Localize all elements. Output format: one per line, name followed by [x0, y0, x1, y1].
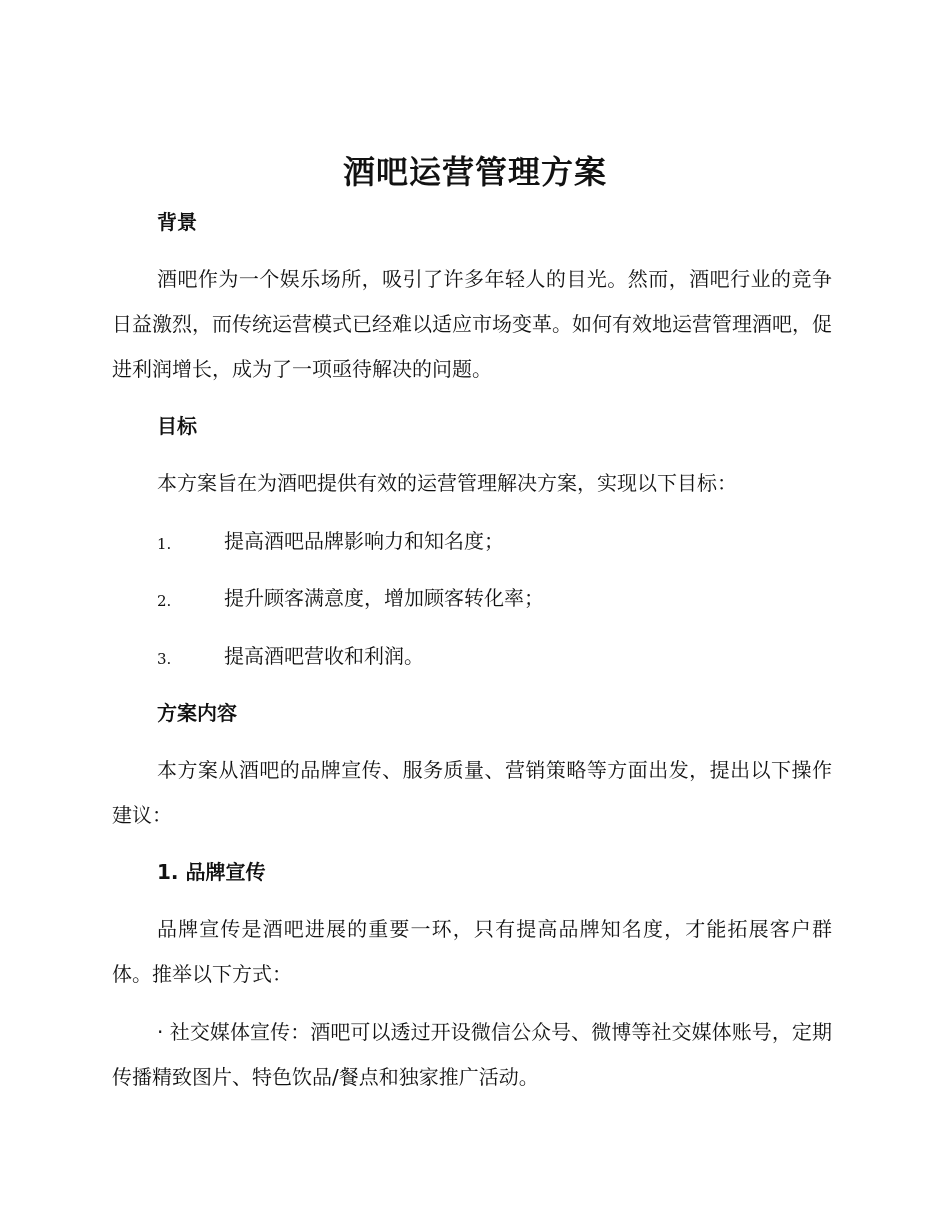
- goal-list-text: 提升顾客满意度，增加顾客转化率；: [224, 586, 544, 610]
- goal-list-text: 提高酒吧营收和利润。: [224, 644, 424, 668]
- goal-list-number: 2.: [157, 592, 172, 610]
- goals-intro-paragraph: 本方案旨在为酒吧提供有效的运营管理解决方案，实现以下目标：: [157, 471, 737, 495]
- goal-list-number: 3.: [157, 650, 172, 668]
- section-heading-background: 背景: [157, 210, 197, 234]
- goal-list-number: 1.: [157, 535, 172, 553]
- document-title: 酒吧运营管理方案: [342, 153, 607, 191]
- section-heading-content: 方案内容: [157, 701, 237, 725]
- goal-list-text: 提高酒吧品牌影响力和知名度；: [224, 529, 504, 553]
- background-paragraph: 酒吧作为一个娱乐场所，吸引了许多年轻人的目光。然而，酒吧行业的竞争日益激烈，而传统运营模式已经难以适应市场变革。如何有效地运营管理酒吧，促进利润增长，成为了一项亟待解决的问题。: [112, 267, 832, 381]
- section-heading-goals: 目标: [157, 414, 197, 438]
- branding-bullet-paragraph: · 社交媒体宣传：酒吧可以透过开设微信公众号、微博等社交媒体账号，定期传播精致图片、特色饮品/餐点和独家推广活动。: [112, 1020, 832, 1089]
- content-intro-paragraph: 本方案从酒吧的品牌宣传、服务质量、营销策略等方面出发，提出以下操作建议：: [112, 758, 832, 827]
- section-heading-branding: 1. 品牌宣传: [157, 860, 266, 884]
- branding-intro-paragraph: 品牌宣传是酒吧进展的重要一环，只有提高品牌知名度，才能拓展客户群体。推举以下方式：: [112, 917, 832, 986]
